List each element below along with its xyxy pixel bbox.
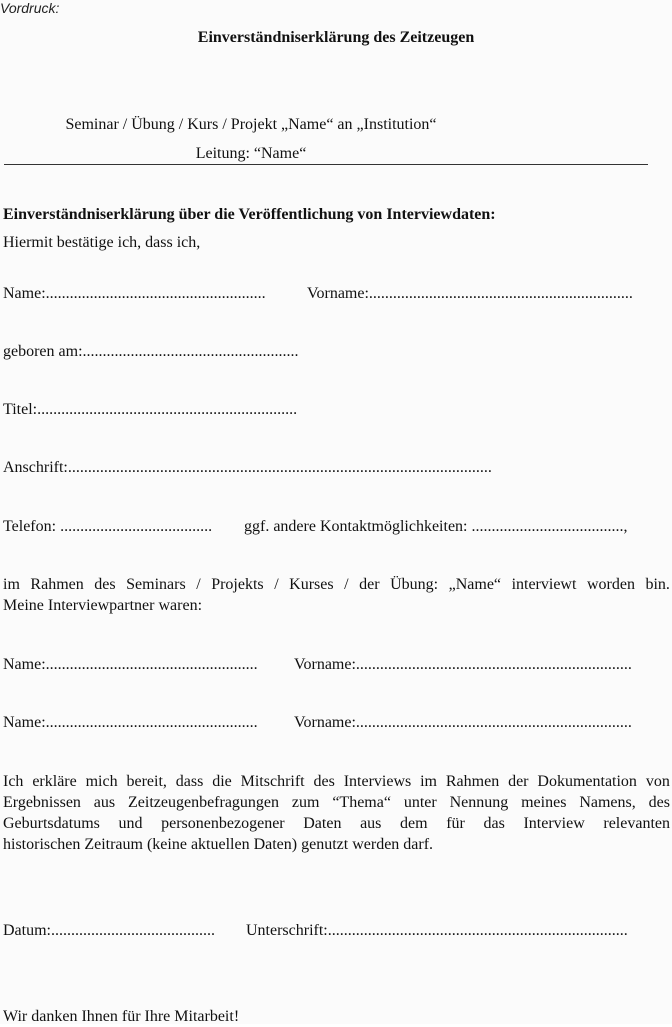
word: Übung: <box>390 576 439 593</box>
word: Interview <box>523 815 585 832</box>
word: für <box>446 815 465 832</box>
word: / <box>196 576 201 593</box>
word: personenbezogener <box>161 815 285 832</box>
word: des <box>648 794 670 811</box>
word: und <box>118 815 143 832</box>
word: Ich <box>3 773 24 790</box>
address-field[interactable]: Anschrift:.......................................................................................................... <box>3 459 492 476</box>
word: Zeitzeugenbefragungen <box>128 794 280 811</box>
interview-sentence <box>3 575 670 595</box>
word: im <box>420 773 437 790</box>
word: dass <box>175 773 204 790</box>
declaration-line-4 <box>3 834 670 855</box>
header-divider <box>4 164 648 165</box>
word: der <box>359 576 380 593</box>
word: des <box>94 576 116 593</box>
declaration-line-1 <box>3 771 670 792</box>
word: “Thema“ <box>332 794 391 811</box>
declaration-line-2 <box>3 792 670 813</box>
word: von <box>645 773 670 790</box>
birthdate-field[interactable]: geboren am:...................................................... <box>3 343 299 360</box>
word: / <box>344 576 349 593</box>
word: des <box>313 773 335 790</box>
word: mich <box>85 773 118 790</box>
word: Dokumentation <box>537 773 637 790</box>
form-tag: Vordruck: <box>0 0 60 16</box>
word: unter <box>403 794 437 811</box>
word: Nennung <box>449 794 509 811</box>
word: Kurses <box>289 576 334 593</box>
partner-1-vorname-field[interactable]: Vorname:..................................................................... <box>294 656 632 673</box>
name-field[interactable]: Name:....................................................... <box>3 285 266 302</box>
word: Geburtsdatums <box>3 815 100 832</box>
declaration-paragraph <box>3 771 670 855</box>
seminar-line: Seminar / Übung / Kurs / Projekt „Name“ an „Institution“ <box>65 116 437 133</box>
word: Interviews <box>343 773 412 790</box>
word: Seminars <box>126 576 186 593</box>
word: zum <box>291 794 320 811</box>
word: meines <box>521 794 567 811</box>
word: worden <box>586 576 635 593</box>
leitung-line: Leitung: “Name“ <box>195 145 307 162</box>
word: aus <box>360 815 382 832</box>
word: Rahmen <box>445 773 500 790</box>
closing-text: Wir danken Ihnen für Ihre Mitarbeit! <box>3 1008 240 1025</box>
partner-1-name-field[interactable]: Name:..................................................... <box>3 656 258 673</box>
word: aus <box>93 794 116 811</box>
word: bereit, <box>126 773 167 790</box>
word: Mitschrift <box>240 773 305 790</box>
word: erkläre <box>32 773 77 790</box>
intro-text: Hiermit bestätige ich, dass ich, <box>3 234 201 251</box>
partner-2-name-field[interactable]: Name:..................................................... <box>3 714 258 731</box>
word: die <box>212 773 232 790</box>
word: Namens, <box>579 794 636 811</box>
word: / <box>274 576 279 593</box>
word: der <box>508 773 529 790</box>
declaration-line-3 <box>3 813 670 834</box>
word: bin. <box>645 576 670 593</box>
word: Projekts <box>211 576 264 593</box>
date-field[interactable]: Datum:......................................... <box>3 922 215 939</box>
document-title: Einverständniserklärung des Zeitzeugen <box>197 29 475 46</box>
declaration-last-line: historischen Zeitraum (keine aktuellen Daten) genutzt werden darf. <box>3 836 434 853</box>
word: das <box>483 815 505 832</box>
word: „Name“ <box>448 576 502 593</box>
word: Daten <box>303 815 342 832</box>
word: interviewt <box>511 576 577 593</box>
signature-field[interactable]: Unterschrift:........................................................................... <box>246 922 628 939</box>
word: dem <box>400 815 428 832</box>
other-contact-field[interactable]: ggf. andere Kontaktmöglichkeiten: ......................................, <box>244 518 628 535</box>
word: Ergebnissen <box>3 794 81 811</box>
section-heading: Einverständniserklärung über die Veröffentlichung von Interviewdaten: <box>3 206 496 223</box>
title-field[interactable]: Titel:................................................................. <box>3 401 298 418</box>
partner-intro: Meine Interviewpartner waren: <box>3 597 203 614</box>
word: relevanten <box>603 815 670 832</box>
word: Rahmen <box>30 576 84 593</box>
phone-field[interactable]: Telefon: ...................................... <box>3 518 213 535</box>
word: im <box>3 576 20 593</box>
vorname-field[interactable]: Vorname:.................................................................. <box>307 285 633 302</box>
partner-2-vorname-field[interactable]: Vorname:..................................................................... <box>294 714 632 731</box>
